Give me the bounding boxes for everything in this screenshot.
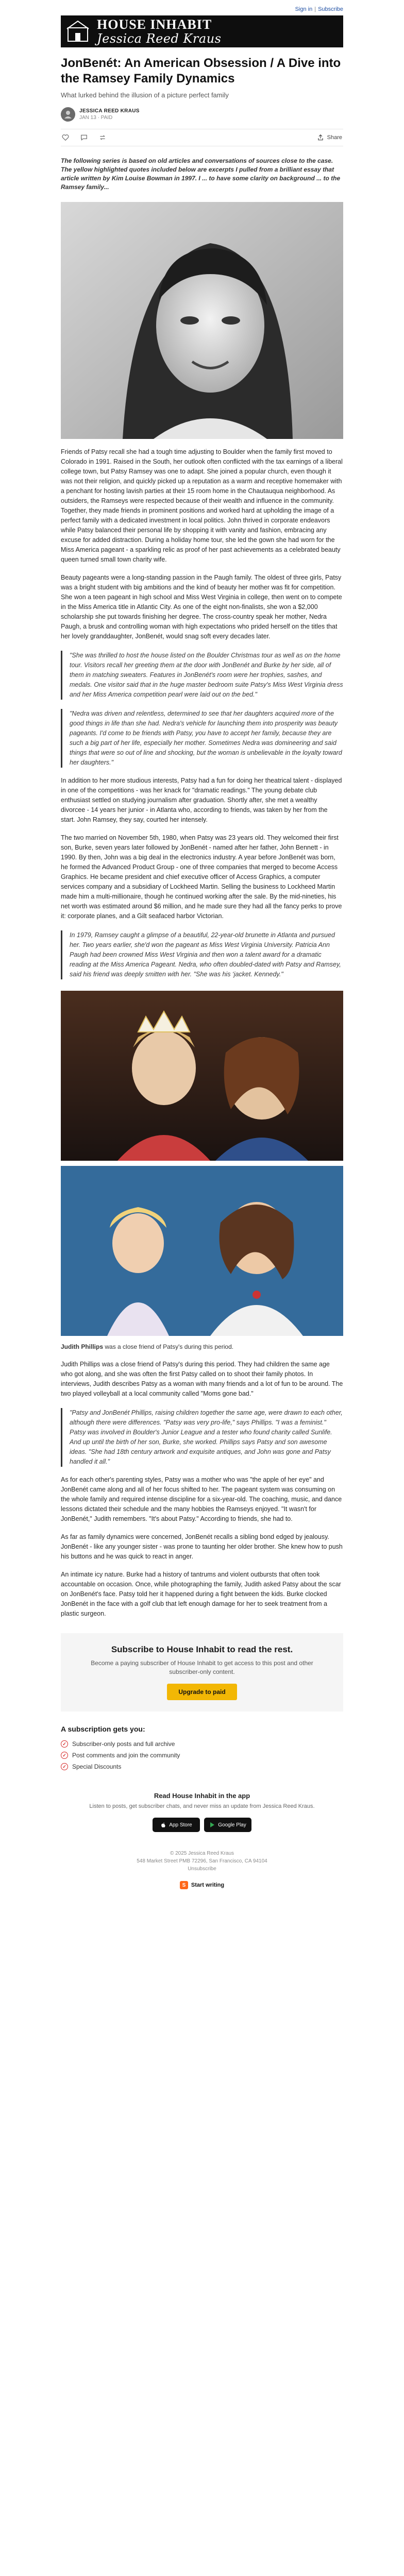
unsubscribe-link[interactable]: Unsubscribe — [188, 1866, 216, 1872]
costume-photo — [61, 1166, 343, 1336]
app-promo-description: Listen to posts, get subscriber chats, and never miss an update from Jessica Reed Kraus. — [89, 1803, 315, 1809]
benefit-label: Special Discounts — [72, 1763, 122, 1770]
benefit-item — [61, 1761, 343, 1772]
post-date: JAN 13 · PAID — [79, 115, 113, 121]
comment-icon — [80, 134, 88, 141]
share-button[interactable] — [317, 134, 342, 141]
app-store-button[interactable] — [153, 1818, 200, 1832]
benefit-item — [61, 1750, 343, 1761]
share-label: Share — [327, 134, 342, 141]
intro-note: The following series is based on old articles and conversations of sources close to the case. The yellow highlighted quotes included below are excerpts I pulled from a brilliant essay that article written by Kim Louise Bowman in 1997. I ... to have some clarity on background ... to the Ramsey family... — [61, 157, 341, 191]
paywall-description: Become a paying subscriber of House Inhabit to get access to this post and other subscriber-only content. — [91, 1659, 313, 1675]
body-paragraph: Beauty pageants were a long-standing passion in the Paugh family. The oldest of three girls, Patsy was a bright student with big ambitions and the kind of beauty her mother was fit for competition. She won a teen pageant in high school and Miss West Virginia in college, then went on to compete in the Miss America title in Atlantic City. As one of the eight non-finalists, she won a $2,000 scholarship she put towards finishing her degree. The cross-country speak her mother, Nedra Paugh, a brusk and controlling woman with high expectations who prided herself on the titles that her lovely granddaughter, JonBenét, would snag soft every decades later. — [61, 574, 342, 640]
body-paragraph: As for each other's parenting styles, Patsy was a mother who was "the apple of her eye" and JonBenét came along and all of her focus shifted to her. The pageant system was consuming on the whole family and required intense discipline for a six-year-old. The coaching, music, and dance lessons dictated their schedule and the many hobbies the Ramseys enjoyed. "It wasn't for JonBenét," Judith remembers. "It's about Patsy." According to friends, she had to. — [61, 1476, 342, 1522]
benefit-item — [61, 1738, 343, 1750]
comment-button[interactable] — [80, 134, 90, 141]
start-writing-label: Start writing — [191, 1882, 225, 1888]
caption-name: Judith Phillips — [61, 1343, 104, 1350]
masthead-text — [97, 17, 221, 46]
highlight-quote: "She was thrilled to host the house listed on the Boulder Christmas tour as well as on the home tour. Visitors recall her greeting them at the door with JonBenét and Burke by her side, all of them in matching sweaters. Features in JonBenét's room were her trophies, sashes, and medals. One visitor said that in the huge master bedroom suite Patsy's Miss West Virginia dress and her Miss America competition pearl were laid out on the bed." — [61, 651, 343, 700]
footer-address: 548 Market Street PMB 72296, San Francisco, CA 94104 — [137, 1858, 267, 1864]
top-links — [295, 6, 343, 12]
body-paragraph: The two married on November 5th, 1980, when Patsy was 23 years old. They welcomed their first son, Burke, seven years later followed by JonBenét - named after her father, John Bennett - in 1990. By then, John was a big deal in the electronics industry. A year before JonBenét was born, he formed the Advanced Product Group - one of three companies that merged to become Access Graphics. He became president and chief executive officer of Access Graphics, a computer services company and a subsidiary of Lockheed Martin. Selling the business to Lockheed Martin made him a multi-millionaire, though he continued working after the sale. By the mid-nineties, his net worth was estimated around $6 million, and he made sure they had all the fancy perks to prove it: corporate planes, and a Gilt seafaced harbor Victorian. — [61, 834, 342, 920]
app-promo-title: Read House Inhabit in the app — [154, 1792, 250, 1800]
body-paragraph: In addition to her more studious interests, Patsy had a fun for doing her theatrical talent - displayed in one of the competitions - was her knack for "dramatic readings." The young debate club enthusiast settled on studying journalism after graduation. Shortly after, she met a wealthy divorcee - 14 years her junior - in Atlanta who, according to friends, was taken by her from the start. John Ramsey, they say, courted her intensely. — [61, 777, 342, 823]
app-store-label: App Store — [169, 1822, 192, 1828]
pageant-photo — [61, 991, 343, 1161]
highlight-quote: "Patsy and JonBenét Phillips, raising children together the same age, were drawn to each other, although there were differences. "Patsy was very pro-life," says Phillips. "I was a feminist." Patsy was involved in Boulder's Junior League and a tester who found charity called Sunlife. And up until the birth of her son, Burke, she worked. Phillips says Patsy and son awesome ideas. "She had 18th century artwork and exquisite antiques, and John was gone and Patsy handled it all." — [61, 1408, 343, 1467]
check-icon: ✓ — [61, 1763, 68, 1770]
restack-icon — [99, 134, 106, 141]
masthead[interactable] — [61, 15, 343, 47]
action-bar — [61, 129, 343, 146]
article-title[interactable]: JonBenét: An American Obsession / A Dive into the Ramsey Family Dynamics — [61, 56, 341, 86]
benefits-list — [61, 1738, 343, 1772]
subscribe-link[interactable]: Subscribe — [318, 6, 343, 12]
top-links-separator: | — [314, 6, 316, 12]
subscription-benefits — [61, 1725, 343, 1772]
caption-text: was a close friend of Patsy's during this period. — [103, 1343, 234, 1350]
heart-icon — [62, 134, 69, 141]
body-paragraph: As far as family dynamics were concerned, JonBenét recalls a sibling bond edged by jealousy. JonBenét - like any younger sister - was prone to taunting her older brother. She knew how to push his buttons and he was quick to react in anger. — [61, 1533, 343, 1560]
check-icon: ✓ — [61, 1752, 68, 1759]
masthead-author: Jessica Reed Kraus — [97, 31, 222, 46]
paywall-box — [61, 1633, 343, 1711]
byline-text — [79, 108, 140, 121]
footer — [61, 1850, 343, 1889]
highlight-quote: In 1979, Ramsey caught a glimpse of a beautiful, 22-year-old brunette in Atlanta and pursued her. Two years earlier, she'd won the pageant as Miss West Virginia University. Patricia Ann Paugh had been crowned Miss West Virginia and then won a talent award for a dramatic reading at the Miss America Pageant. Nedra, who often doubled-dated with Patsy and Ramsey, said his friend was deeply smitten with her. "She was his ‘jacket. Kennedy." — [61, 930, 343, 979]
app-promo — [61, 1792, 343, 1832]
author-name[interactable]: JESSICA REED KRAUS — [79, 108, 140, 114]
highlight-quote: "Nedra was driven and relentless, determined to see that her daughters acquired more of the good things in life than she had. Nedra's vehicle for launching them into prosperity was beauty pageants. I'd come to be friends with Patsy, you have to accept her family, because they are such a big part of her life, especially her mother. Sometimes Nedra was domineering and said things that were so out of line and shocking, but the woman is unbelievable in the loyalty toward her daughters." — [61, 709, 343, 768]
apple-icon — [160, 1822, 166, 1828]
substack-logo-icon: S — [180, 1881, 188, 1889]
house-logo-icon — [63, 16, 93, 46]
author-avatar[interactable] — [61, 107, 75, 122]
upgrade-to-paid-button[interactable]: Upgrade to paid — [167, 1684, 237, 1700]
body-paragraph: Friends of Patsy recall she had a tough time adjusting to Boulder when the family first moved to Colorado in 1991. Raised in the South, her outlook often conflicted with the tax earnings of a liberal college town, but Patsy Ramsey was one to adapt. She joined a popular church, even though it was not their religion, and quickly picked up a reputation as a warm and receptive homemaker with a penchant for hosting lavish parties at their 15 room home in the Chautauqua neighborhood. As outsiders, the Ramseys were respected because of their wealth and influence in the community. Together, they made friends in prominent positions and worked hard at upholding the image of a perfect family with a dedicated investment in local politics. John thrived in corporate endeavors while Patsy balanced their personal life by shopping it with vanity and fashion, embracing any excuse for added distraction. During a holiday home tour, she led the gown she had worn for the Miss America pageant - a sparkling relic as proof of her past achievements as a celebrated beauty queen turned small town charity wife. — [61, 448, 343, 563]
sign-in-link[interactable]: Sign in — [295, 6, 313, 12]
play-store-icon — [209, 1822, 215, 1828]
photo-caption — [61, 1342, 343, 1351]
benefit-label: Subscriber-only posts and full archive — [72, 1740, 175, 1748]
store-badges — [61, 1818, 343, 1832]
google-play-label: Google Play — [218, 1822, 246, 1828]
like-button[interactable] — [62, 134, 71, 141]
hero-portrait-photo — [61, 202, 343, 439]
paywall-title: Subscribe to House Inhabit to read the rest. — [111, 1645, 293, 1654]
start-writing-link[interactable] — [61, 1881, 343, 1889]
check-icon: ✓ — [61, 1740, 68, 1748]
body-paragraph: Judith Phillips was a close friend of Patsy's during this period. They had children the same age who got along, and she was often the first Patsy called on to shoot their family photos. In interviews, Judith describes Patsy as a woman with many friends and a lot of fun to be around. The two played volleyball at a local community called "Moms gone bad." — [61, 1361, 343, 1397]
article — [61, 56, 343, 1889]
footer-copyright: © 2025 Jessica Reed Kraus — [170, 1851, 234, 1856]
share-icon — [317, 134, 324, 141]
body-paragraph: An intimate icy nature. Burke had a history of tantrums and violent outbursts that often took accountable on occasion. Once, while photographing the family, Judith asked Patsy about the scar on JonBenét's face. Patsy told her it happened during a fight between the kids. Burke clocked JonBenét in the face with a golf club that left enough damage for her to seek treatment from a plastic surgeon. — [61, 1571, 341, 1617]
action-bar-left — [62, 134, 106, 141]
benefit-label: Post comments and join the community — [72, 1752, 180, 1759]
masthead-title: HOUSE INHABIT — [97, 17, 212, 32]
article-subtitle: What lurked behind the illusion of a picture perfect family — [61, 91, 229, 99]
byline — [61, 107, 343, 122]
benefits-title: A subscription gets you: — [61, 1725, 145, 1733]
restack-button[interactable] — [99, 134, 106, 141]
google-play-button[interactable] — [204, 1818, 251, 1832]
